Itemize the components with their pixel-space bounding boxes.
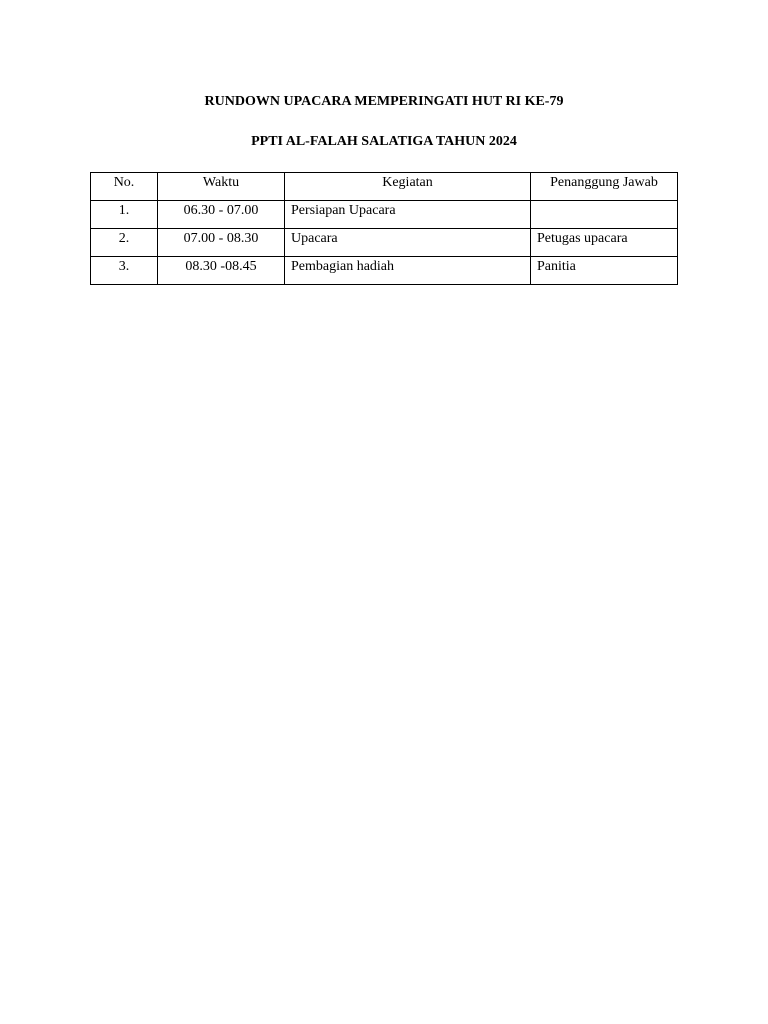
cell-waktu: 08.30 -08.45 bbox=[158, 257, 285, 285]
cell-penanggung-jawab bbox=[531, 201, 678, 229]
rundown-table bbox=[90, 172, 678, 285]
cell-no: 1. bbox=[91, 201, 158, 229]
cell-kegiatan: Upacara bbox=[285, 229, 531, 257]
document-subtitle: PPTI AL-FALAH SALATIGA TAHUN 2024 bbox=[251, 134, 517, 149]
cell-no: 2. bbox=[91, 229, 158, 257]
header-kegiatan: Kegiatan bbox=[285, 173, 531, 201]
table-row bbox=[91, 201, 678, 229]
table-row bbox=[91, 257, 678, 285]
cell-kegiatan: Persiapan Upacara bbox=[285, 201, 531, 229]
cell-penanggung-jawab: Petugas upacara bbox=[531, 229, 678, 257]
cell-kegiatan: Pembagian hadiah bbox=[285, 257, 531, 285]
table-row bbox=[91, 229, 678, 257]
header-no: No. bbox=[91, 173, 158, 201]
cell-waktu: 06.30 - 07.00 bbox=[158, 201, 285, 229]
cell-penanggung-jawab: Panitia bbox=[531, 257, 678, 285]
header-penanggung-jawab: Penanggung Jawab bbox=[531, 173, 678, 201]
document-title: RUNDOWN UPACARA MEMPERINGATI HUT RI KE-79 bbox=[204, 94, 564, 109]
table-header-row bbox=[91, 173, 678, 201]
cell-no: 3. bbox=[91, 257, 158, 285]
cell-waktu: 07.00 - 08.30 bbox=[158, 229, 285, 257]
header-waktu: Waktu bbox=[158, 173, 285, 201]
